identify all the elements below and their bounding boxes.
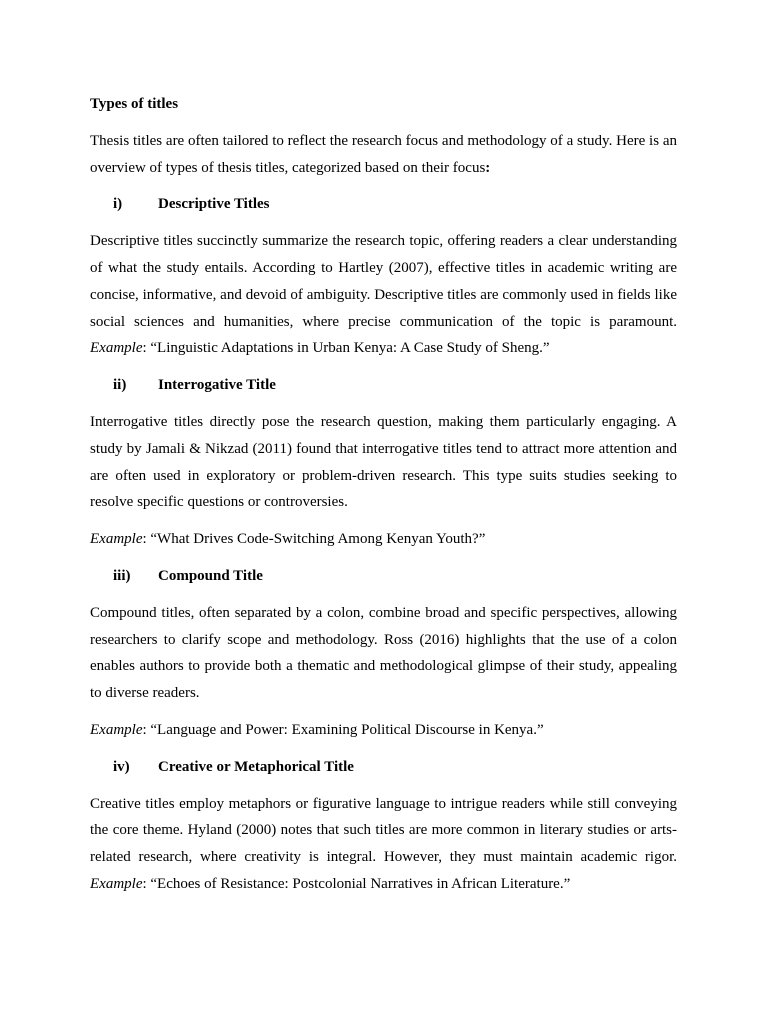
section-heading-descriptive [90,191,677,218]
section-number: iv) [113,758,130,775]
section-heading-compound [90,563,677,590]
example-label: Example [90,531,143,548]
page-heading: Types of titles [90,96,179,112]
section-body-descriptive [90,228,677,362]
example-text: : “Echoes of Resistance: Postcolonial Narratives in African Literature.” [142,875,571,892]
section-number: i) [113,196,123,213]
section-title: Compound Title [158,567,263,584]
section-body-text: Interrogative titles directly pose the research question, making them particularly engaging. A study by Jamali & Nikzad (2011) found that interrogative titles tend to attract more attention and are often used in exploratory or problem-driven research. This type suits studies seeking to resolve specific questions or controversies. [90,413,677,511]
example-label: Example [90,340,143,357]
section-body-text: Creative titles employ metaphors or figurative language to intrigue readers while still conveying the core theme. Hyland (2000) notes that such titles are more common in literary studies or arts-related research, where creativity is integral. However, they must maintain academic rigor. [90,795,677,866]
intro-text: Thesis titles are often tailored to reflect the research focus and methodology of a study. Here is an overview of types of thesis titles, categorized based on their focus [90,132,677,176]
example-label: Example [90,721,143,738]
example-text: : “Linguistic Adaptations in Urban Kenya: A Case Study of Sheng.” [142,340,550,357]
section-body-compound [90,600,677,707]
section-title: Descriptive Titles [158,196,270,213]
example-compound [90,717,677,744]
intro-colon: : [485,159,491,176]
section-title: Interrogative Title [158,377,276,394]
document-page [90,91,677,908]
section-heading-creative [90,754,677,781]
section-title: Creative or Metaphorical Title [158,758,354,775]
section-number: iii) [113,567,131,584]
section-body-creative [90,791,677,898]
example-text: : “Language and Power: Examining Political Discourse in Kenya.” [142,721,544,738]
example-text: : “What Drives Code-Switching Among Kenyan Youth?” [142,531,486,548]
section-body-interrogative [90,409,677,516]
section-body-text: Descriptive titles succinctly summarize the research topic, offering readers a clear understanding of what the study entails. According to Hartley (2007), effective titles in academic writing are concise, informative, and devoid of ambiguity. Descriptive titles are commonly used in fields like social sciences and humanities, where precise communication of the topic is paramount. [90,233,677,330]
section-body-text: Compound titles, often separated by a colon, combine broad and specific perspectives, allowing researchers to clarify scope and methodology. Ross (2016) highlights that the use of a colon enables authors to provide both a thematic and methodological glimpse of their study, appealing to diverse readers. [90,604,677,702]
section-number: ii) [113,377,127,394]
section-heading-interrogative [90,372,677,399]
intro-paragraph [90,128,677,182]
example-label: Example [90,875,143,892]
example-interrogative [90,526,677,553]
